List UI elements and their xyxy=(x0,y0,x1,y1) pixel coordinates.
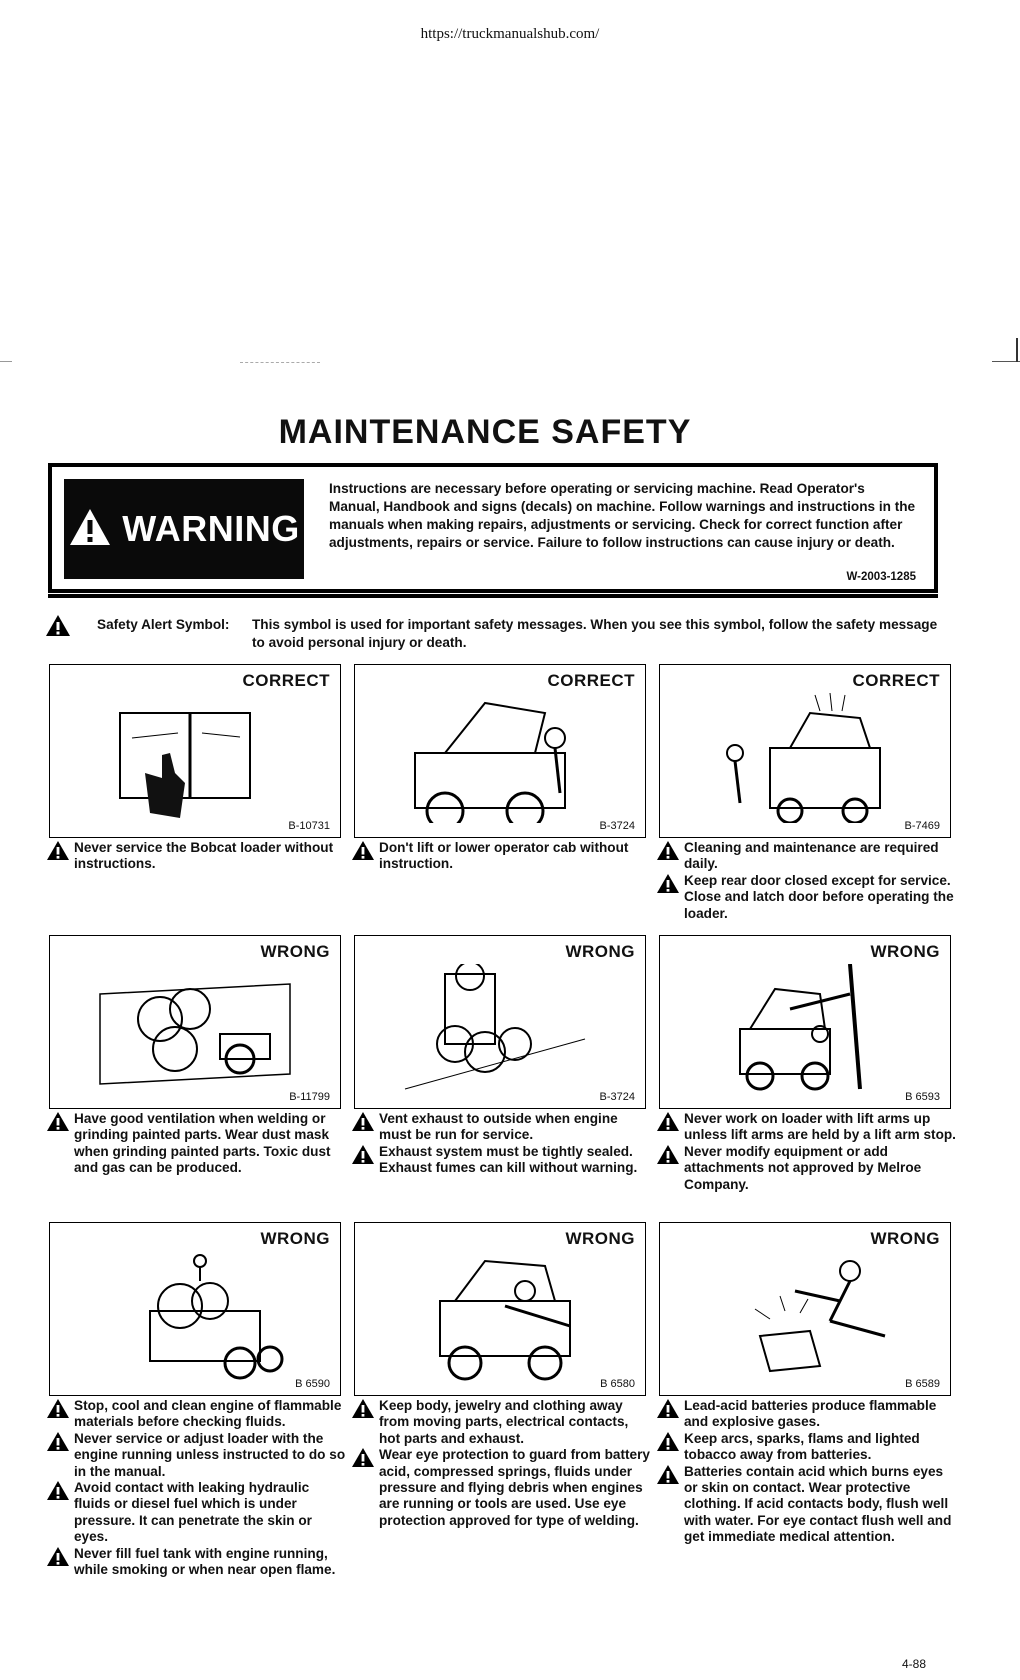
safety-panel xyxy=(49,664,341,838)
panel-tag: WRONG xyxy=(260,942,330,961)
page-title: MAINTENANCE SAFETY xyxy=(278,413,692,451)
alert-triangle-icon xyxy=(46,840,70,865)
caption-text: Keep arcs, sparks, flams and lighted tobacco away from batteries. xyxy=(684,1430,920,1463)
panel-code: B 6593 xyxy=(905,1091,940,1103)
caption-item xyxy=(351,840,651,873)
alert-triangle-icon xyxy=(46,1111,70,1136)
caption-item xyxy=(46,1398,346,1431)
panel-code: B 6589 xyxy=(905,1378,940,1390)
caption-item xyxy=(656,1111,956,1144)
caption-text: Wear eye protection to guard from battery acid, compressed springs, fluids under pressure and flying debris when engines are running or tools are used. Use eye protection approved for type of welding. xyxy=(379,1447,650,1528)
caption-item xyxy=(656,840,956,873)
panel-tag: CORRECT xyxy=(852,671,940,690)
warning-label xyxy=(64,479,304,579)
panel-captions xyxy=(351,1111,651,1177)
alert-triangle-icon xyxy=(656,1144,680,1169)
panel-tag: WRONG xyxy=(870,1229,940,1248)
panel-captions xyxy=(46,1111,346,1177)
scan-edge-mark xyxy=(1016,338,1018,362)
caption-text: Have good ventilation when welding or grinding painted parts. Wear dust mask when grinding painted parts. Toxic dust and gas can be produced. xyxy=(74,1111,331,1176)
caption-item xyxy=(656,873,956,922)
panel-code: B-3724 xyxy=(599,1091,635,1103)
panel-code: B-3724 xyxy=(599,820,635,832)
panel-tag: WRONG xyxy=(565,942,635,961)
caption-text: Keep body, jewelry and clothing away from moving parts, electrical contacts, hot parts and exhaust. xyxy=(379,1398,629,1446)
caption-item xyxy=(351,1144,651,1177)
caption-text: Don't lift or lower operator cab without instruction. xyxy=(379,840,629,872)
caption-text: Exhaust system must be tightly sealed. Exhaust fumes can kill without warning. xyxy=(379,1143,638,1176)
alert-triangle-icon xyxy=(656,1111,680,1136)
panel-code: B-10731 xyxy=(288,820,330,832)
alert-triangle-icon xyxy=(656,1398,680,1423)
caption-text: Lead-acid batteries produce flammable and explosive gases. xyxy=(684,1398,937,1430)
caption-text: Avoid contact with leaking hydraulic fluids or diesel fuel which is under pressure. It can penetrate the skin or eyes. xyxy=(74,1480,312,1545)
warning-text: Instructions are necessary before operating or servicing machine. Read Operator's Manual, Handbook and signs (decals) on machine. Follow warnings and instructions in the manuals when making repairs, adjustments or servicing. Check for correct function after adjustments, repairs or service. Failure to follow instructions can cause injury or death. xyxy=(329,481,916,550)
caption-text: Never fill fuel tank with engine running, while smoking or when near open flame. xyxy=(74,1545,336,1578)
panel-code: B 6590 xyxy=(295,1378,330,1390)
caption-item xyxy=(656,1431,956,1464)
safety-panel xyxy=(659,664,951,838)
alert-triangle-icon xyxy=(351,1144,375,1169)
alert-triangle-icon xyxy=(46,1431,70,1456)
panel-tag: WRONG xyxy=(870,942,940,961)
panel-tag: WRONG xyxy=(260,1229,330,1248)
alert-triangle-icon xyxy=(46,1480,70,1505)
caption-item xyxy=(46,1546,346,1579)
alert-triangle-icon xyxy=(656,840,680,865)
alert-triangle-icon xyxy=(656,1464,680,1489)
caption-item xyxy=(46,840,346,873)
safety-panel xyxy=(49,935,341,1109)
alert-triangle-icon xyxy=(351,840,375,865)
caption-item xyxy=(656,1464,956,1546)
alert-triangle-icon xyxy=(656,873,680,898)
panel-tag: WRONG xyxy=(565,1229,635,1248)
alert-triangle-icon xyxy=(46,1398,70,1423)
safety-panel xyxy=(354,664,646,838)
caption-item xyxy=(351,1447,651,1529)
caption-text: Keep rear door closed except for service. Close and latch door before operating the loader. xyxy=(684,872,954,921)
caption-item xyxy=(46,1111,346,1177)
safety-panel xyxy=(49,1222,341,1396)
caption-item xyxy=(351,1398,651,1447)
panel-captions xyxy=(46,840,346,873)
alert-triangle-icon xyxy=(351,1398,375,1423)
panel-code: B-11799 xyxy=(289,1091,330,1103)
caption-text: Never service the Bobcat loader without instructions. xyxy=(74,840,334,872)
alert-triangle-icon xyxy=(45,614,71,642)
warning-triangle-icon xyxy=(68,507,112,552)
panel-captions xyxy=(656,840,956,922)
safety-panel xyxy=(659,935,951,1109)
caption-item xyxy=(351,1111,651,1144)
caption-text: Stop, cool and clean engine of flammable materials before checking fluids. xyxy=(74,1398,342,1430)
panel-captions xyxy=(351,1398,651,1529)
caption-text: Never service or adjust loader with the engine running unless instructed to do so in the manual. xyxy=(74,1430,346,1479)
safety-panel xyxy=(659,1222,951,1396)
warning-code: W-2003-1285 xyxy=(846,571,916,583)
alert-triangle-icon xyxy=(351,1111,375,1136)
panel-captions xyxy=(656,1398,956,1546)
panel-captions xyxy=(656,1111,956,1193)
page-number: 4-88 xyxy=(901,1657,926,1671)
safety-alert-text: This symbol is used for important safety messages. When you see this symbol, follow the safety message to avoid personal injury or death. xyxy=(252,617,938,650)
safety-alert-label: Safety Alert Symbol: xyxy=(97,617,230,632)
caption-item xyxy=(656,1144,956,1193)
safety-panel xyxy=(354,935,646,1109)
alert-triangle-icon xyxy=(46,1546,70,1571)
caption-text: Never work on loader with lift arms up unless lift arms are held by a lift arm stop. xyxy=(684,1111,956,1143)
caption-text: Never modify equipment or add attachments not approved by Melroe Company. xyxy=(684,1143,922,1192)
caption-text: Cleaning and maintenance are required daily. xyxy=(684,840,939,872)
caption-text: Batteries contain acid which burns eyes or skin on contact. Wear protective clothing. If acid contacts body, flush well with water. For eye contact flush well and get immediate medical attention. xyxy=(684,1463,952,1545)
warning-box xyxy=(48,463,938,593)
alert-triangle-icon xyxy=(656,1431,680,1456)
panel-tag: CORRECT xyxy=(547,671,635,690)
panel-captions xyxy=(46,1398,346,1578)
panel-tag: CORRECT xyxy=(242,671,330,690)
safety-panel xyxy=(354,1222,646,1396)
warning-title: WARNING xyxy=(122,508,300,549)
panel-captions xyxy=(351,840,651,873)
caption-text: Vent exhaust to outside when engine must be run for service. xyxy=(379,1111,618,1143)
source-url: https://truckmanualshub.com/ xyxy=(420,26,600,42)
caption-item xyxy=(46,1480,346,1546)
caption-item xyxy=(656,1398,956,1431)
panel-code: B 6580 xyxy=(600,1378,635,1390)
alert-triangle-icon xyxy=(351,1447,375,1472)
panel-code: B-7469 xyxy=(904,820,940,832)
caption-item xyxy=(46,1431,346,1480)
scan-edge-mark xyxy=(0,361,12,362)
scan-edge-mark xyxy=(240,362,320,363)
